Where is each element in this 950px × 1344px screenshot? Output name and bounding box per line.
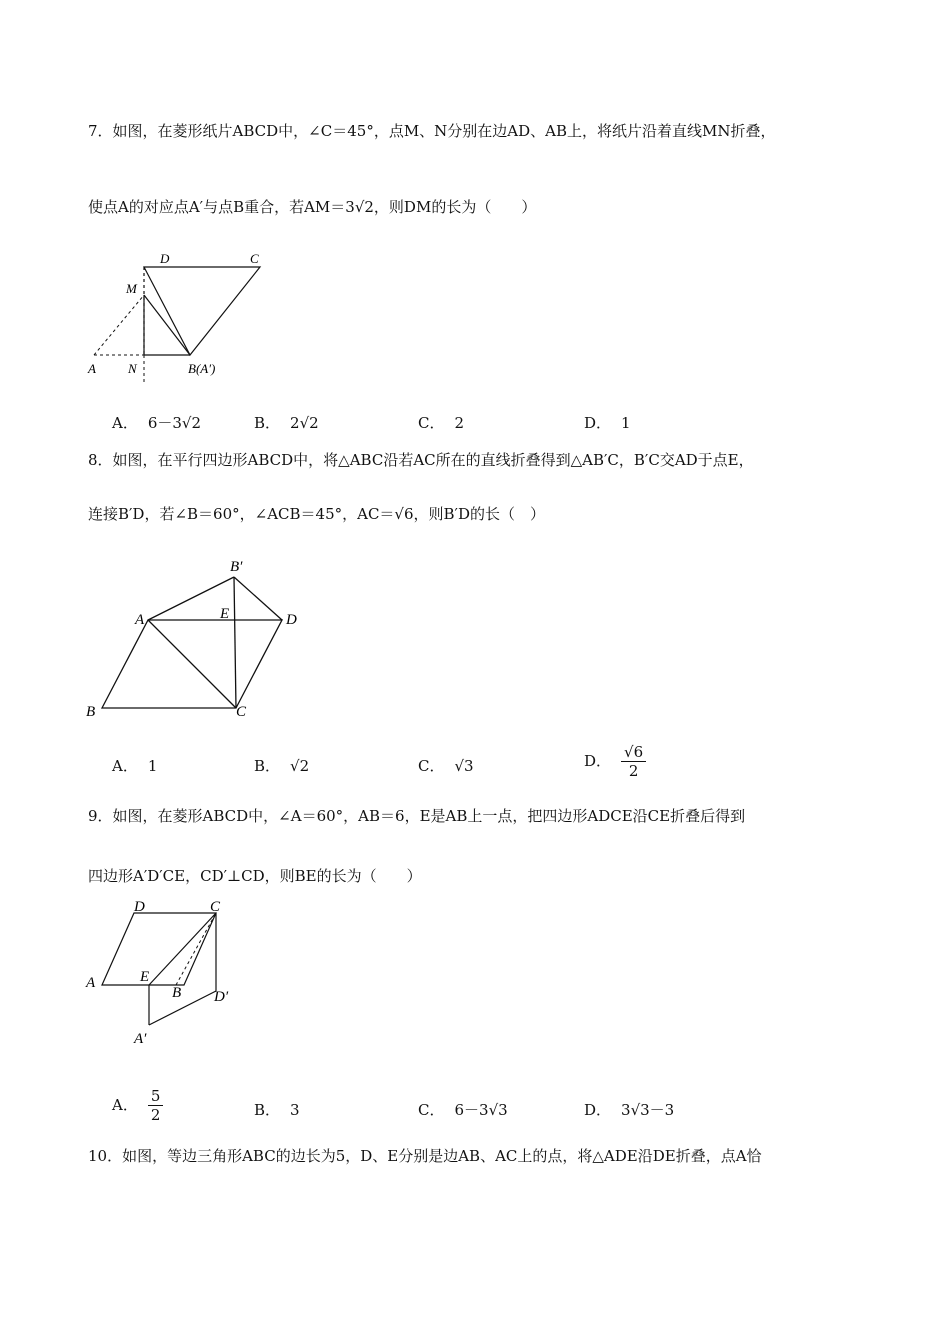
q8-stem-line1: 8．如图，在平行四边形ABCD中，将△ABC沿若AC所在的直线折叠得到△AB′C，B′C交AD于点E， — [88, 451, 754, 469]
q8-option-c[interactable]: C． √3 — [418, 757, 474, 775]
q7-option-a[interactable]: A． 6－3√2 — [112, 414, 202, 432]
q9-option-c[interactable]: C． 6－3√3 — [418, 1101, 508, 1119]
q8-option-b[interactable]: B． √2 — [254, 757, 310, 775]
q7-label-N: N — [128, 361, 137, 376]
q9-label-B: B — [172, 985, 182, 1001]
q9-figure — [80, 895, 260, 1055]
q9-label-Aprime: A′ — [134, 1031, 147, 1047]
q9-option-a[interactable]: A． $\frac{5}{2}$ — [112, 1087, 163, 1124]
q7-label-M: M — [126, 281, 137, 296]
q7-option-c[interactable]: C． 2 — [418, 414, 465, 432]
q9-label-Dprime: D′ — [214, 989, 229, 1005]
q9-label-E: E — [140, 969, 150, 985]
q8-stem-line2: 连接B′D，若∠B＝60°，∠ACB＝45°，AC＝√6，则B′D的长（ ） — [88, 505, 545, 523]
q8-label-E: E — [220, 606, 230, 622]
q7-label-C: C — [250, 251, 259, 266]
q8-option-a[interactable]: A． 1 — [112, 757, 158, 775]
q8-label-B: B — [86, 704, 96, 720]
q8-option-d[interactable]: D． $\frac{√6}{2}$ — [584, 743, 646, 780]
q9-stem-line2: 四边形A′D′CE，CD′⊥CD，则BE的长为（ ） — [88, 867, 422, 885]
q9-label-A: A — [86, 975, 96, 991]
q7-label-D: D — [160, 251, 170, 266]
q7-option-b[interactable]: B． 2√2 — [254, 414, 319, 432]
q8-label-Bprime: B′ — [230, 559, 243, 575]
q7-label-B: B(A′) — [188, 361, 216, 376]
q7-stem-line2: 使点A的对应点A′与点B重合，若AM＝3√2，则DM的长为（ ） — [88, 198, 537, 216]
q8-label-C: C — [236, 704, 247, 720]
q9-stem-line1: 9．如图，在菱形ABCD中，∠A＝60°，AB＝6，E是AB上一点，把四边形ADCE沿CE折叠后得到 — [88, 807, 746, 825]
q8-label-A: A — [135, 612, 145, 628]
q9-label-D: D — [134, 899, 145, 915]
q7-figure — [80, 245, 280, 385]
q7-option-d[interactable]: D． 1 — [584, 414, 631, 432]
q10-stem-line1: 10．如图，等边三角形ABC的边长为5，D、E分别是边AB、AC上的点，将△ADE沿DE折叠，点A恰 — [88, 1147, 762, 1165]
q9-option-b[interactable]: B． 3 — [254, 1101, 300, 1119]
q9-label-C: C — [210, 899, 221, 915]
q7-label-A: A — [88, 361, 96, 376]
q8-label-D: D — [286, 612, 297, 628]
q7-stem-line1: 7．如图，在菱形纸片ABCD中，∠C＝45°，点M、N分别在边AD、AB上，将纸片沿着直线MN折叠， — [88, 122, 776, 140]
q8-figure — [80, 550, 320, 725]
q9-option-d[interactable]: D． 3√3－3 — [584, 1101, 675, 1119]
